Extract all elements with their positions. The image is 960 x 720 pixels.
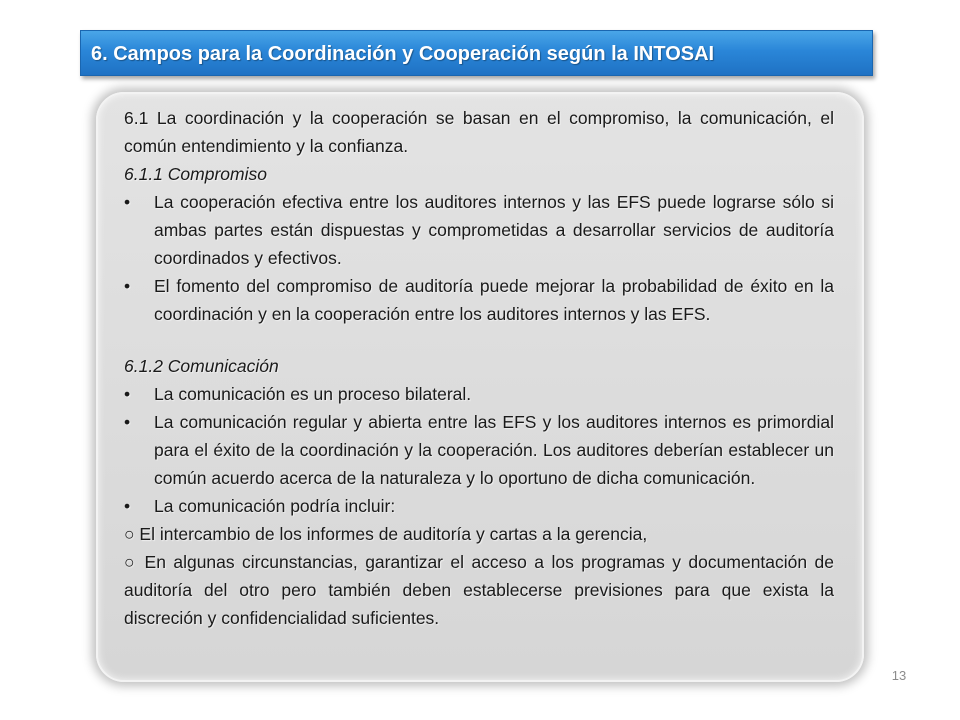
- bullet-text: La comunicación podría incluir:: [154, 496, 396, 516]
- list-item: [124, 188, 834, 272]
- list-item: [124, 380, 834, 408]
- page-number: 13: [891, 668, 907, 683]
- list-item: [124, 492, 834, 520]
- section-spacer: [124, 328, 834, 352]
- bullet-icon: •: [124, 192, 131, 212]
- bullet-text: La cooperación efectiva entre los auditores internos y las EFS puede lograrse sólo si ambas partes están dispuestas y comprometidas a desarrollar servicios de auditoría coordinados y efectivos.: [154, 192, 834, 268]
- slide-title: 6. Campos para la Coordinación y Cooperación según la INTOSAI: [80, 30, 873, 76]
- intro-paragraph: 6.1 La coordinación y la cooperación se basan en el compromiso, la comunicación, el común entendimiento y la confianza.: [124, 108, 834, 156]
- list-item: [124, 408, 834, 492]
- bullet-icon: •: [124, 384, 131, 404]
- bullet-text: La comunicación es un proceso bilateral.: [154, 384, 472, 404]
- content-panel: [96, 92, 864, 682]
- bullet-icon: •: [124, 496, 131, 516]
- bullet-icon: •: [124, 412, 131, 432]
- section-heading-compromiso: 6.1.1 Compromiso: [124, 164, 267, 184]
- sub-item: ○ En algunas circunstancias, garantizar el acceso a los programas y documentación de auditoría del otro pero también deben establecerse previsiones para que exista la discreción y confidencialidad suficientes.: [124, 552, 834, 628]
- sub-item: ○ El intercambio de los informes de auditoría y cartas a la gerencia,: [124, 524, 648, 544]
- list-item: [124, 272, 834, 328]
- bullet-icon: •: [124, 276, 131, 296]
- bullet-text: La comunicación regular y abierta entre las EFS y los auditores internos es primordial para el éxito de la coordinación y la cooperación. Los auditores deberían establecer un común acuerdo acerca de la naturaleza y lo oportuno de dicha comunicación.: [154, 412, 834, 488]
- bullet-text: El fomento del compromiso de auditoría puede mejorar la probabilidad de éxito en la coordinación y en la cooperación entre los auditores internos y las EFS.: [154, 276, 834, 324]
- section-heading-comunicacion: 6.1.2 Comunicación: [124, 356, 279, 376]
